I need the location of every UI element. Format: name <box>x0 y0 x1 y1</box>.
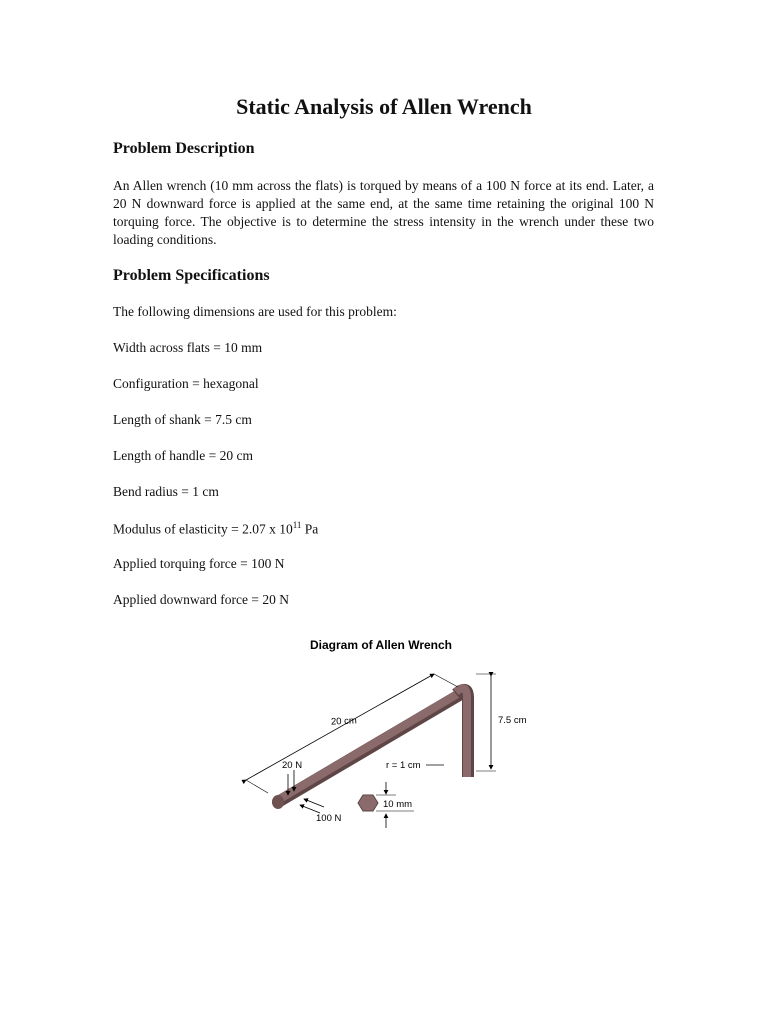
allen-wrench-diagram <box>236 632 536 832</box>
spec-modulus-of-elasticity <box>113 520 318 538</box>
spec-configuration: Configuration = hexagonal <box>113 376 259 391</box>
hexagon-cross-section <box>358 795 378 811</box>
spec-handle-length: Length of handle = 20 cm <box>113 448 253 463</box>
spec-width-across-flats: Width across flats = 10 mm <box>113 340 263 355</box>
handle-dimension-tick-2 <box>434 674 458 687</box>
spec-bend-radius: Bend radius = 1 cm <box>113 484 219 499</box>
document-title: Static Analysis of Allen Wrench <box>236 94 532 119</box>
bend-radius-label: r = 1 cm <box>386 760 421 771</box>
modulus-suffix: Pa <box>301 521 319 537</box>
problem-specifications-heading: Problem Specifications <box>113 267 270 284</box>
problem-description-heading: Problem Description <box>113 140 255 157</box>
modulus-prefix: Modulus of elasticity = 2.07 x 10 <box>113 521 293 537</box>
handle-end-cap <box>272 795 284 809</box>
flats-label: 10 mm <box>383 799 413 810</box>
torque-force-arrow-1 <box>304 799 324 807</box>
torque-force-arrow-2 <box>300 805 320 813</box>
problem-description-text: An Allen wrench (10 mm across the flats) is torqued by means of a 100 N force at its end. Later, a 20 N downward force is applied at the same end, at the same time retaining the original 100 N torquing force. The objective is to determine the stress intensity in the wrench under these two loading conditions. <box>113 178 654 247</box>
handle-length-label: 20 cm <box>330 715 358 728</box>
modulus-exponent: 11 <box>292 520 302 530</box>
shank-length-label: 7.5 cm <box>498 715 527 726</box>
specifications-intro: The following dimensions are used for this problem: <box>113 304 397 319</box>
diagram-title: Diagram of Allen Wrench <box>309 638 453 652</box>
spec-torquing-force: Applied torquing force = 100 N <box>113 556 285 571</box>
spec-shank-length: Length of shank = 7.5 cm <box>113 412 252 427</box>
handle-dimension-tick-1 <box>246 780 268 793</box>
spec-downward-force: Applied downward force = 20 N <box>113 592 289 607</box>
wrench-handle-highlight <box>278 692 461 800</box>
downward-force-label: 20 N <box>282 760 303 771</box>
allen-wrench-figure <box>236 632 536 832</box>
torque-force-label: 100 N <box>316 813 342 824</box>
